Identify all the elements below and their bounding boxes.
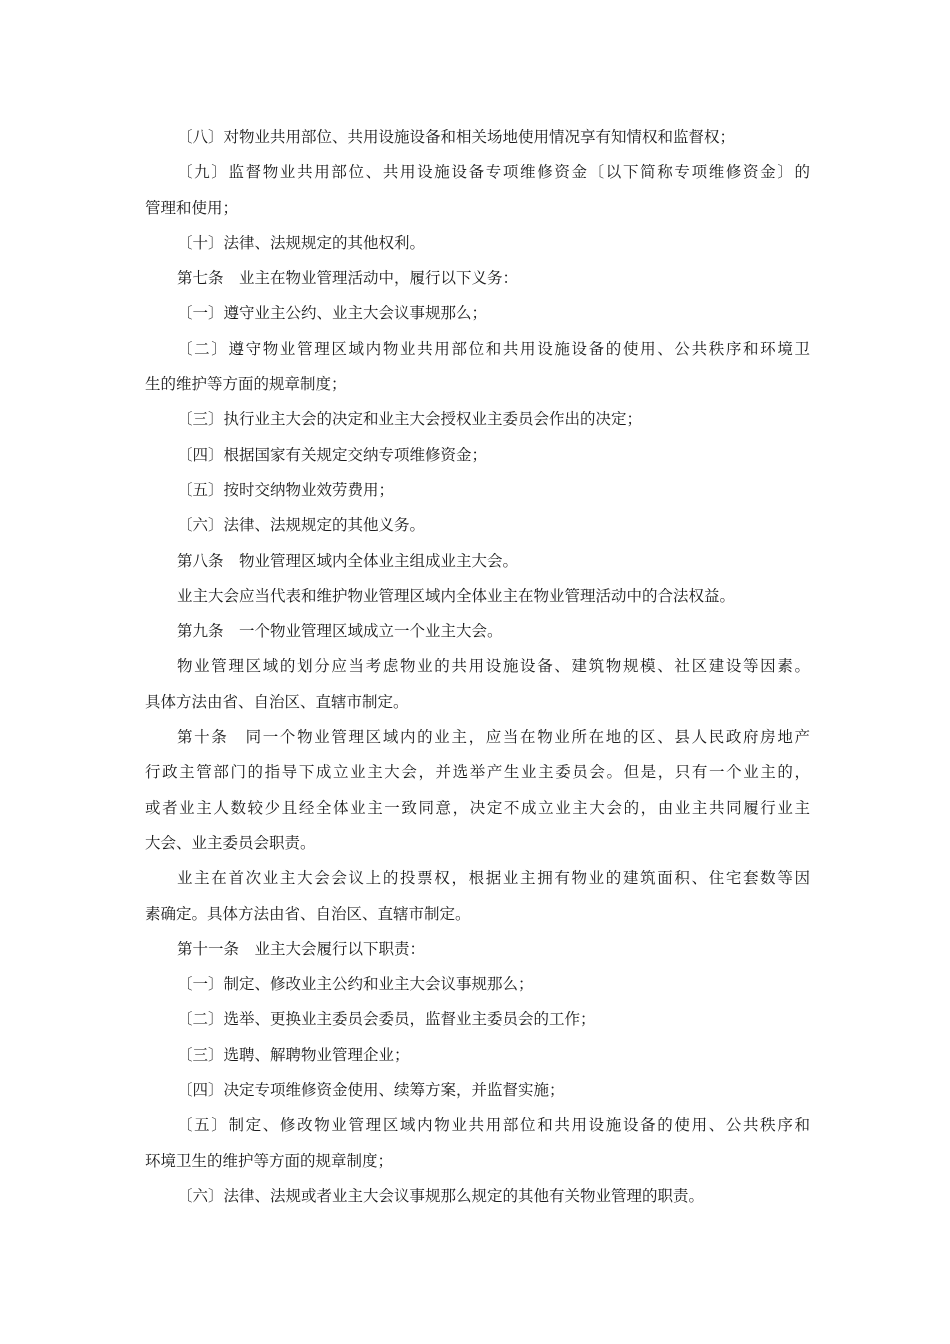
text-line: 〔四〕决定专项维修资金使用、续筹方案，并监督实施；	[177, 1081, 565, 1100]
text-line: 业主大会应当代表和维护物业管理区域内全体业主在物业管理活动中的合法权益。	[177, 586, 736, 605]
text-line: 〔五〕制定、修改物业管理区域内物业共用部位和共用设施设备的使用、公共秩序和	[177, 1116, 810, 1135]
text-line: 或者业主人数较少且经全体业主一致同意，决定不成立业主大会的，由业主共同履行业主	[145, 798, 810, 817]
text-line: 〔三〕选聘、解聘物业管理企业；	[177, 1045, 410, 1064]
document-body	[145, 120, 810, 1214]
text-line: 生的维护等方面的规章制度；	[145, 375, 347, 394]
text-line: 〔四〕根据国家有关规定交纳专项维修资金；	[177, 445, 488, 464]
text-line: 〔六〕法律、法规或者业主大会议事规那么规定的其他有关物业管理的职责。	[177, 1186, 705, 1205]
text-line: 管理和使用；	[145, 198, 239, 217]
text-line: 素确定。具体方法由省、自治区、直辖市制定。	[145, 904, 471, 923]
text-line: 第九条 一个物业管理区域成立一个业主大会。	[177, 622, 503, 641]
text-line: 第七条 业主在物业管理活动中，履行以下义务：	[177, 269, 519, 288]
text-line: 业主在首次业主大会会议上的投票权，根据业主拥有物业的建筑面积、住宅套数等因	[177, 869, 810, 888]
text-line: 行政主管部门的指导下成立业主大会，并选举产生业主委员会。但是，只有一个业主的，	[145, 763, 810, 782]
text-line: 〔五〕按时交纳物业效劳费用；	[177, 480, 395, 499]
text-line: 〔二〕选举、更换业主委员会委员，监督业主委员会的工作；	[177, 1010, 596, 1029]
text-line: 〔六〕法律、法规规定的其他义务。	[177, 516, 426, 535]
text-line: 〔一〕制定、修改业主公约和业主大会议事规那么；	[177, 975, 534, 994]
text-line: 〔九〕监督物业共用部位、共用设施设备专项维修资金〔以下简称专项维修资金〕的	[177, 163, 810, 182]
text-line: 第十条 同一个物业管理区域内的业主，应当在物业所在地的区、县人民政府房地产	[177, 728, 810, 747]
text-line: 〔八〕对物业共用部位、共用设施设备和相关场地使用情况享有知情权和监督权；	[177, 128, 736, 146]
text-line: 〔一〕遵守业主公约、业主大会议事规那么；	[177, 304, 488, 323]
text-line: 第八条 物业管理区域内全体业主组成业主大会。	[177, 551, 519, 570]
text-line: 〔三〕执行业主大会的决定和业主大会授权业主委员会作出的决定；	[177, 410, 643, 429]
text-line: 物业管理区域的划分应当考虑物业的共用设施设备、建筑物规模、社区建设等因素。	[177, 657, 810, 676]
text-line: 环境卫生的维护等方面的规章制度；	[145, 1151, 394, 1170]
text-line: 〔十〕法律、法规规定的其他权利。	[177, 233, 426, 252]
text-line: 第十一条 业主大会履行以下职责：	[177, 939, 426, 958]
text-line: 具体方法由省、自治区、直辖市制定。	[145, 692, 409, 711]
text-line: 〔二〕遵守物业管理区域内物业共用部位和共用设施设备的使用、公共秩序和环境卫	[177, 339, 810, 358]
text-line: 大会、业主委员会职责。	[145, 833, 316, 852]
